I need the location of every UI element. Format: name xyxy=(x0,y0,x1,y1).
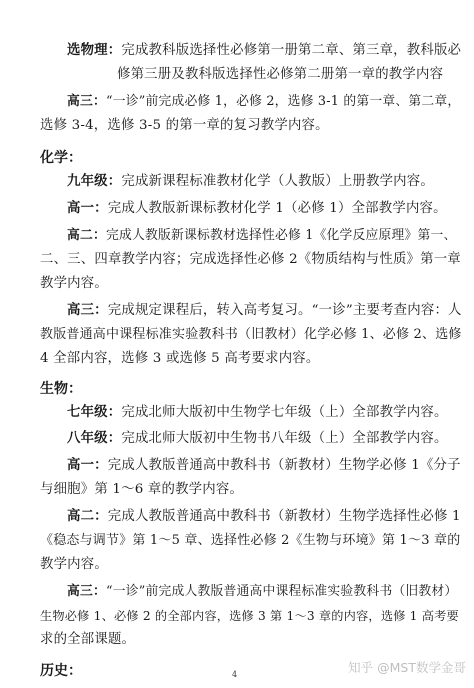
chemistry-senior2-line-3: 教学内容。 xyxy=(40,276,108,291)
chemistry-grade9-line-1 xyxy=(67,173,434,191)
zhihu-watermark: 知乎 @MST数学金哥 xyxy=(348,660,466,675)
chemistry-senior2-line-2: 二、三、四章教学内容；完成选择性必修 2《物质结构与性质》第一章 xyxy=(40,252,461,267)
biology-senior3-line-2: 生物必修 1、必修 2 的全部内容，选修 3 第 1～3 章的内容，选修 1 高考要 xyxy=(40,609,459,623)
physics-elective-line-2: 修第三册及教科版选择性必修第二册第一章的教学内容 xyxy=(117,67,444,82)
physics-elective-label: 选物理： xyxy=(67,43,122,58)
physics-senior3-line-2: 选修 3-4，选修 3-5 的第一章的复习教学内容。 xyxy=(40,118,329,133)
chemistry-heading: 化学： xyxy=(40,150,82,166)
chemistry-senior3-text: 完成规定课程后，转入高考复习。“一诊”主要考查内容：人 xyxy=(107,303,462,318)
biology-senior2-line-2: 《稳态与调节》第 1～5 章、选择性必修 2《生物与环境》第 1～3 章的 xyxy=(40,533,461,548)
chemistry-senior2-label: 高二： xyxy=(67,228,106,243)
biology-grade8-label: 八年级： xyxy=(67,431,122,446)
page-number: 4 xyxy=(232,670,238,679)
biology-grade7-line-1 xyxy=(67,404,448,422)
physics-elective-line-1 xyxy=(67,42,461,60)
biology-senior2-line-1 xyxy=(67,508,461,526)
biology-senior2-line-3: 教学内容。 xyxy=(40,557,108,572)
chemistry-senior1-label: 高一： xyxy=(67,201,108,216)
biology-grade8-line-1 xyxy=(67,430,448,448)
physics-elective-text: 完成教科版选择性必修第一册第二章、第三章，教科版必 xyxy=(121,43,462,58)
chemistry-senior2-text: 完成人教版新课标教材选择性必修 1《化学反应原理》第一、 xyxy=(106,228,457,243)
biology-senior1-label: 高一： xyxy=(67,458,108,473)
biology-senior2-text: 完成人教版普通高中教科书（新教材）生物学选择性必修 1 xyxy=(107,509,461,524)
chemistry-grade9-label: 九年级： xyxy=(67,174,122,189)
biology-senior1-line-2: 与细胞》第 1～6 章的教学内容。 xyxy=(40,482,244,497)
chemistry-senior1-line-1 xyxy=(67,200,447,218)
chemistry-senior2-line-1 xyxy=(67,227,457,245)
physics-senior3-text: “一诊”前完成必修 1，必修 2，选修 3-1 的第一章、第二章， xyxy=(106,94,461,109)
biology-senior2-label: 高二： xyxy=(67,509,108,524)
biology-heading: 生物： xyxy=(40,381,82,397)
biology-senior3-line-1 xyxy=(67,583,457,601)
biology-grade7-text: 完成北师大版初中生物学七年级（上）全部教学内容。 xyxy=(121,405,448,420)
biology-senior3-line-3: 求的全部课题。 xyxy=(40,632,136,647)
biology-grade8-text: 完成北师大版初中生物书八年级（上）全部教学内容。 xyxy=(121,431,448,446)
chemistry-senior1-text: 完成人教版新课标教材化学 1（必修 1）全部教学内容。 xyxy=(107,201,447,216)
chemistry-senior3-line-2: 教版普通高中课程标准实验教科书（旧教材）化学必修 1、必修 2、选修 xyxy=(40,327,462,342)
biology-grade7-label: 七年级： xyxy=(67,405,122,420)
biology-senior3-text: “一诊”前完成人教版普通高中课程标准实验教科书（旧教材） xyxy=(106,584,458,599)
biology-senior1-text: 完成人教版普通高中教科书（新教材）生物学必修 1《分子 xyxy=(107,458,461,473)
biology-senior3-label: 高三： xyxy=(67,584,106,599)
physics-senior3-label: 高三： xyxy=(67,94,106,109)
history-heading: 历史： xyxy=(40,663,82,679)
chemistry-senior3-label: 高三： xyxy=(67,303,108,318)
chemistry-senior3-line-3: 4 全部内容，选修 3 或选修 5 高考要求内容。 xyxy=(40,351,320,366)
chemistry-grade9-text: 完成新课程标准教材化学（人教版）上册教学内容。 xyxy=(121,174,434,189)
physics-senior3-line-1 xyxy=(67,93,460,111)
biology-senior1-line-1 xyxy=(67,457,461,475)
chemistry-senior3-line-1 xyxy=(67,302,462,320)
